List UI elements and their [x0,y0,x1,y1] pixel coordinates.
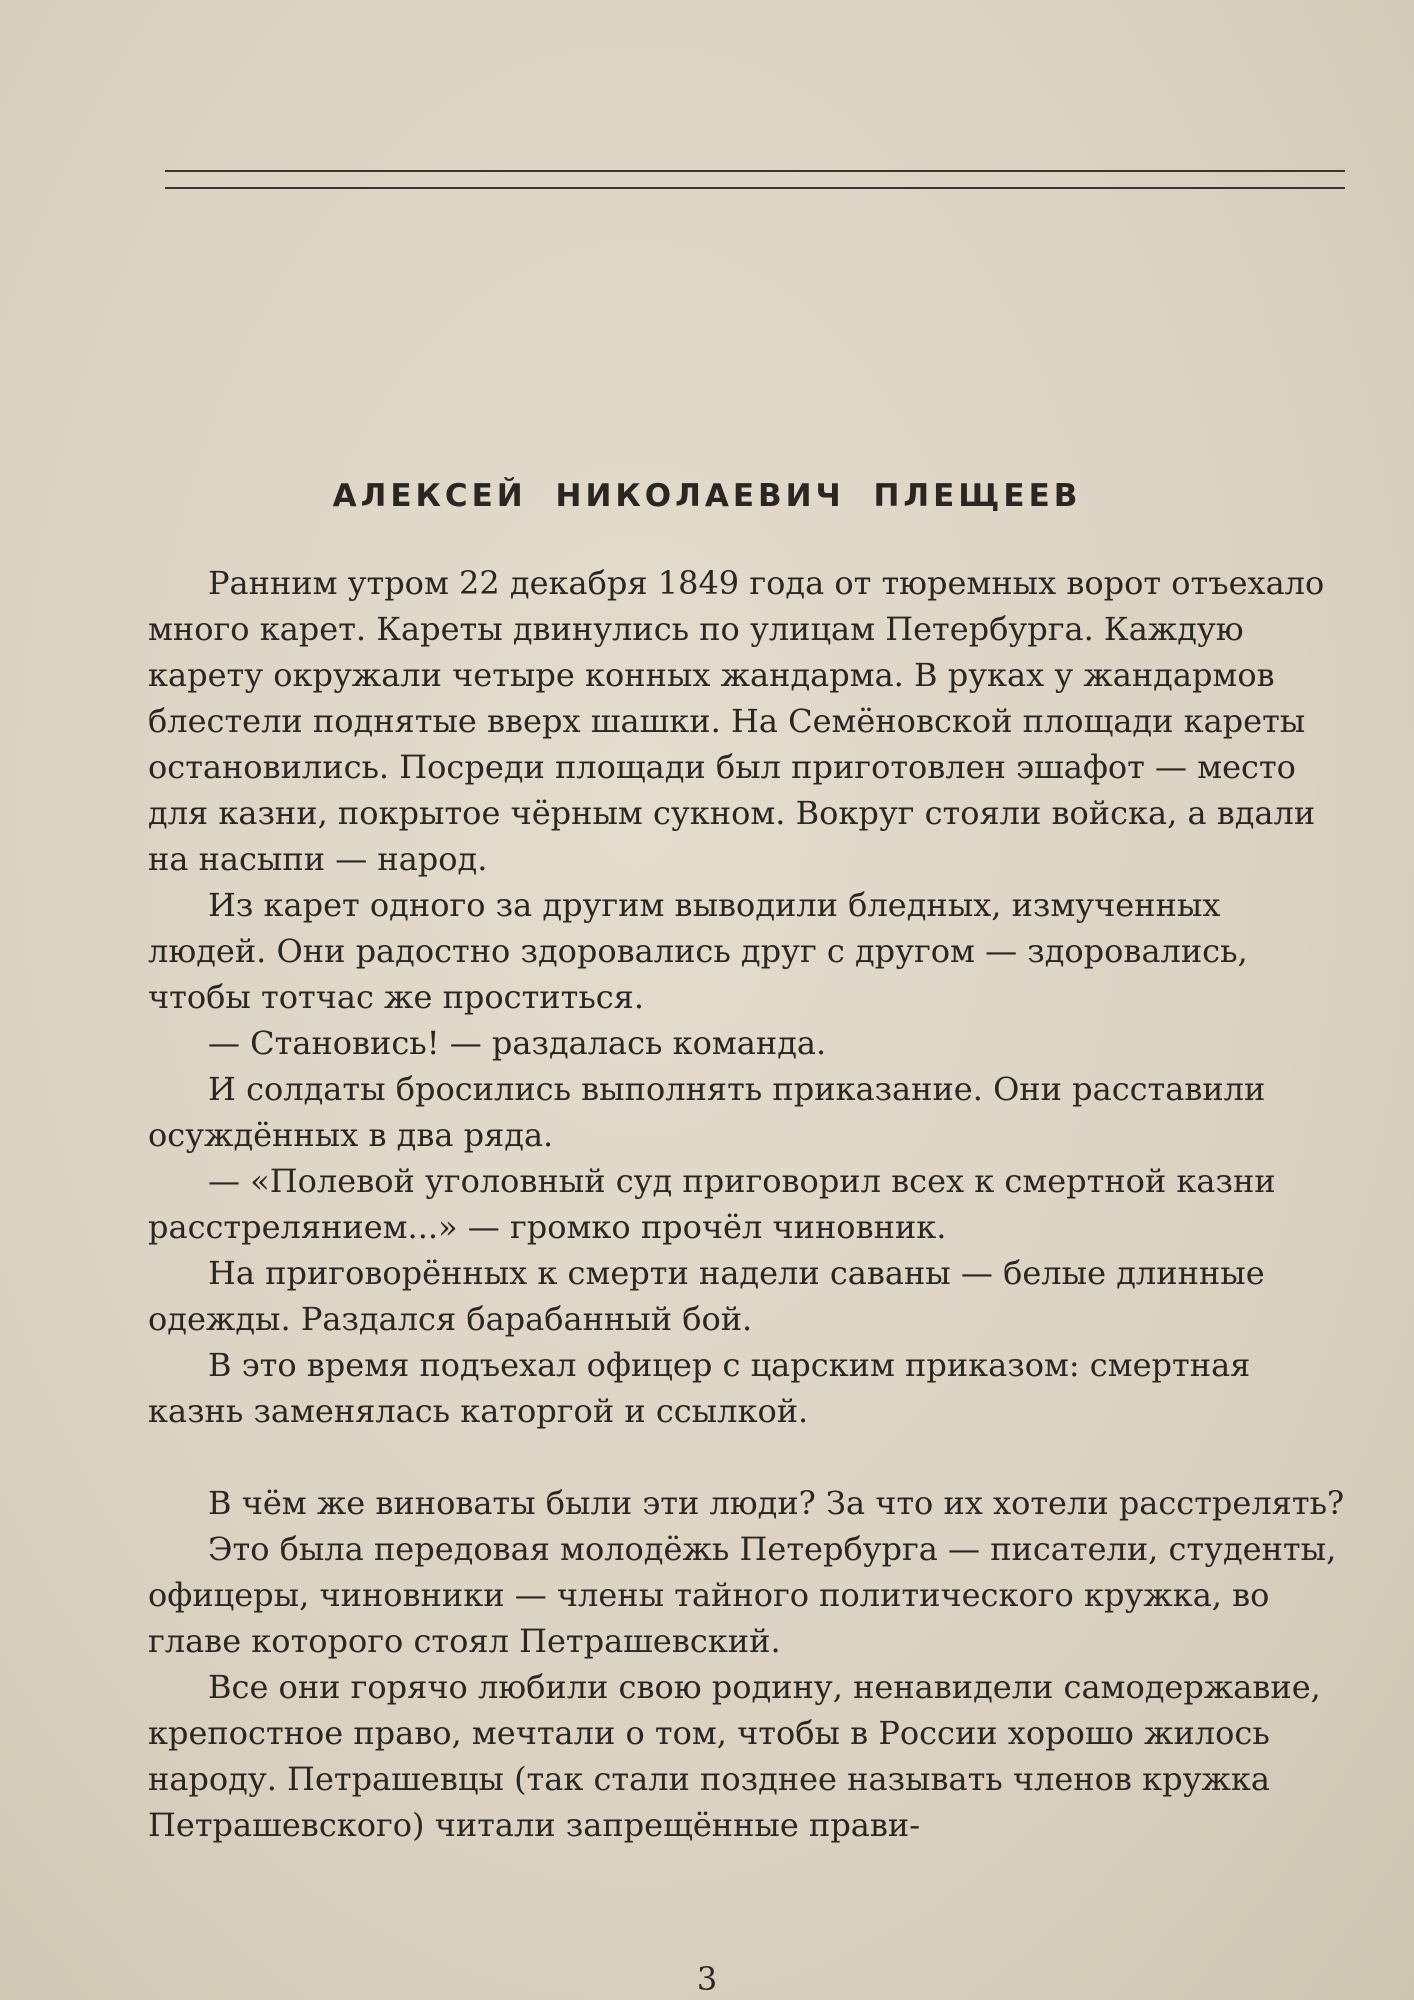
paragraph: — Становись! — раздалась команда. [208,1024,827,1062]
paragraph: В это время подъехал офицер с царским приказом: смертная казнь заменялась каторгой и ссылкой. [148,1346,1251,1430]
paragraph: — «Полевой уголовный суд приговорил всех к смертной казни расстрелянием...» — громко прочёл чиновник. [148,1162,1276,1246]
page-number: 3 [696,1960,718,1998]
header-rule-bottom [165,187,1345,189]
paragraph: И солдаты бросились выполнять приказание. Они расставили осуждённых в два ряда. [148,1070,1266,1154]
paragraph: Ранним утром 22 декабря 1849 года от тюремных ворот отъехало много карет. Кареты двинулись по улицам Петербурга. Каждую карету окружали четыре конных жандарма. В руках у жандармов блестели поднятые вверх шашки. На Семёновской площади кареты остановились. Посреди площади был приготовлен эшафот — место для казни, покрытое чёрным сукном. Вокруг стояли войска, а вдали на насыпи — народ. [148,564,1325,878]
header-rule-top [165,170,1345,172]
chapter-title: АЛЕКСЕЙ НИКОЛАЕВИЧ ПЛЕЩЕЕВ [332,478,1082,514]
body-text [148,560,1348,1848]
paragraph: На приговорённых к смерти надели саваны — белые длинные одежды. Раздался барабанный бой. [148,1254,1265,1338]
paragraph: Это была передовая молодёжь Петербурга — писатели, студенты, офицеры, чиновники — члены тайного политического кружка, во главе которого стоял Петрашевский. [148,1530,1337,1660]
paragraph: В чём же виноваты были эти люди? За что их хотели расстрелять? [208,1484,1345,1522]
paragraph: Все они горячо любили свою родину, ненавидели самодержавие, крепостное право, мечтали о том, чтобы в России хорошо жилось народу. Петрашевцы (так стали позднее называть членов кружка Петрашевского) читали запрещённые прави- [148,1668,1321,1844]
paragraph: Из карет одного за другим выводили бледных, измученных людей. Они радостно здоровались друг с другом — здоровались, чтобы тотчас же проститься. [148,886,1248,1016]
